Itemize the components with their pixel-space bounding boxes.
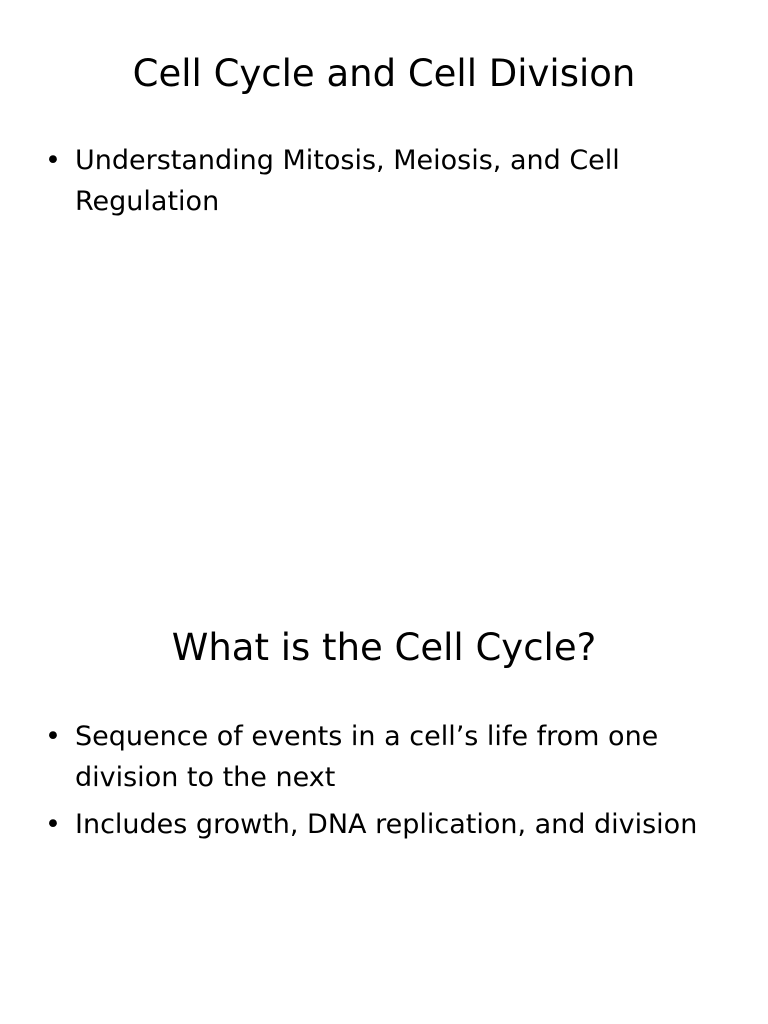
bullet-text: Sequence of events in a cell’s life from one division to the next [75, 721, 659, 793]
bullet-text: Includes growth, DNA replication, and division [75, 809, 698, 840]
bullet-item [0, 140, 665, 222]
bullet-marker: • [45, 145, 61, 176]
bullet-item [0, 804, 725, 845]
bullet-list [0, 716, 725, 851]
bullet-marker: • [45, 721, 61, 752]
slide-2 [0, 576, 768, 1024]
slide-title: What is the Cell Cycle? [171, 626, 597, 669]
slide-title: Cell Cycle and Cell Division [132, 52, 636, 95]
bullet-item [0, 716, 725, 798]
bullet-list [0, 140, 665, 228]
bullet-marker: • [45, 809, 61, 840]
bullet-text: Understanding Mitosis, Meiosis, and Cell Regulation [75, 145, 620, 217]
